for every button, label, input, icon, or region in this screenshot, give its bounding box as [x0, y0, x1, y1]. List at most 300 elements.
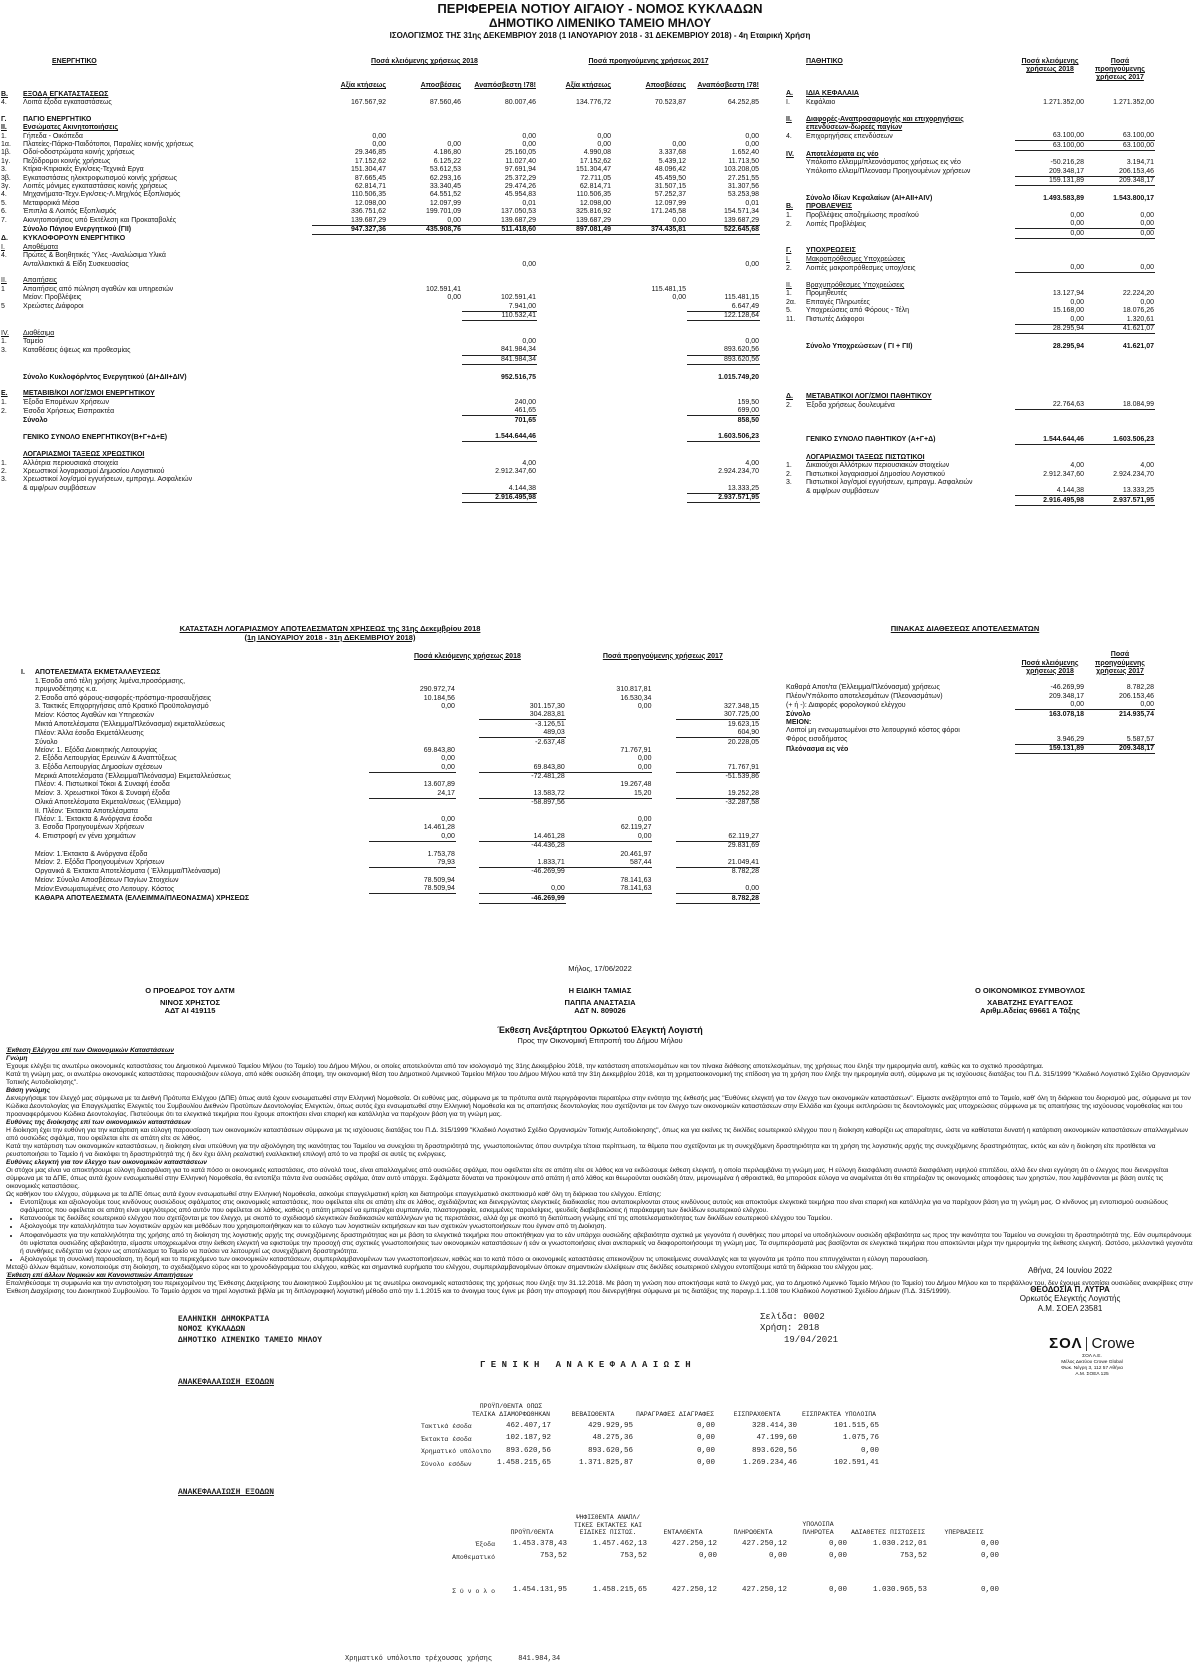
- amount-cell: 1.269.234,46: [742, 1459, 797, 1468]
- label-cell: Δ.: [1, 235, 8, 243]
- amount-cell: [612, 382, 687, 390]
- label-cell: IV.: [786, 151, 794, 159]
- amount-cell: [1015, 255, 1085, 263]
- label-cell: Μακροπρόθεσμες Υποχρεώσεις: [806, 255, 906, 263]
- amount-cell: [369, 807, 456, 815]
- label-cell: Μικτά Αποτελέσματα (Έλλειμμα/Πλεόνασμα) εκμεταλλεύσεως: [34, 720, 225, 728]
- amount-cell: 462.407,17: [505, 1421, 551, 1430]
- amount-cell: 0,00: [745, 132, 759, 140]
- amount-cell: [652, 824, 675, 832]
- amount-cell: [1015, 150, 1085, 159]
- label-cell: ΛΟΓΑΡΙΑΣΜΟΙ ΤΑΞΕΩΣ ΧΡΕΩΣΤΙΚΟΙ: [23, 451, 145, 459]
- label-cell: Έσοδα Χρήσεως Εισπρακτέα: [23, 407, 115, 415]
- label-cell: Γ.: [1, 115, 7, 123]
- amount-cell: 1.371.825,87: [578, 1459, 633, 1468]
- amount-cell: 78.509,94: [423, 876, 455, 884]
- amount-cell: 0,00: [1015, 701, 1085, 710]
- label-cell: [805, 376, 1015, 384]
- label-cell: Μείον: 3. Χρεωστικοί Τόκοι & Συναφή έξοδα: [34, 790, 170, 798]
- label-cell: 3.: [1, 346, 7, 354]
- audit-paragraph: Κατά την κατάρτιση των οικονομικών καταστάσεων, η διοίκηση είναι υπεύθυνη για την αξιολόγηση της ικανότητας του Ταμείου να συνεχίσει τη δραστηριότητά της, γνωστοποιώντας όπου συντρέχει τέτοια περίπτωση, τα θέματα που σχετίζονται με τη συνεχιζόμενη δραστηριότητα και τη χρήση της λογιστικής αρχής της συνεχιζόμενης δραστηριότητας, εκτός και εάν η διοίκηση είτε προτίθεται να ρευστοποιήσει το Ταμείο ή να διακόψει τη δραστηριότητά της ή δεν έχει άλλη ρεαλιστική εναλλακτική επιλογή από το να προβεί σε αυτές τις ενέργειες.: [6, 1143, 1156, 1159]
- income-subtitle: (1η ΙΑΝΟΥΑΡΙΟΥ 2018 - 31η ΔΕΚΕΜΒΡΙΟΥ 2018): [244, 632, 416, 642]
- amount-cell: [612, 116, 687, 124]
- liability-row: [785, 195, 1155, 203]
- amount-cell: [387, 132, 462, 140]
- audit-bullet: • Κατανοούμε τις δικλίδες εσωτερικού ελέγχου που σχετίζονται με τον έλεγχο, με σκοπό το σχεδιασμό ελεγκτικών διαδικασιών κατάλληλων για τις περιστάσεις, αλλά όχι με σκοπό τη διατύπωση γνώμης επί της αποτελεσματικότητας των δικλίδων εσωτερικού ελέγχου του Ταμείου.: [20, 1215, 1194, 1223]
- amount-cell: [537, 416, 612, 425]
- label-cell: II.: [1, 124, 7, 132]
- amount-cell: [652, 772, 675, 781]
- label-cell: I.: [1, 243, 5, 251]
- amount-cell: [687, 116, 760, 124]
- amount-cell: [537, 390, 612, 398]
- label-cell: Σ ύ ν ο λ ο: [452, 1587, 495, 1595]
- label-cell: [20, 677, 34, 685]
- amount-cell: [612, 243, 687, 251]
- amount-cell: 0,00: [980, 1552, 999, 1561]
- amount-cell: [479, 876, 566, 884]
- amount-cell: 0,00: [1140, 211, 1154, 219]
- amount-cell: [566, 677, 653, 685]
- amount-cell: 0,01: [522, 199, 536, 207]
- amount-cell: [652, 729, 675, 738]
- amount-cell: [1085, 393, 1155, 401]
- amount-cell: 139.687,29: [537, 216, 612, 225]
- label-cell: 3. Εξόδα Λειτουργίας Δημοσίων σχέσεων: [34, 764, 163, 772]
- amount-cell: 115.481,15: [651, 285, 686, 293]
- label-cell: [785, 186, 805, 195]
- amount-cell: [537, 311, 612, 320]
- amount-cell: [652, 868, 675, 877]
- amount-cell: 0,00: [745, 260, 759, 268]
- label-cell: Σύνολο: [786, 710, 811, 718]
- label-cell: I.: [21, 669, 25, 677]
- amount-cell: [612, 484, 687, 493]
- asset-row: [0, 346, 760, 355]
- label-cell: [20, 832, 34, 841]
- firm-line: Α.Μ. ΣΟΕΛ 125: [1075, 1371, 1109, 1377]
- amount-cell: 45.459,50: [654, 174, 686, 182]
- amount-cell: [676, 807, 760, 815]
- label-cell: Μείον: 1. Εξόδα Διοικητικής Λειτουργίας: [34, 746, 158, 754]
- amount-cell: [537, 90, 612, 98]
- amount-cell: 893.620,56: [751, 1446, 797, 1455]
- amount-cell: [1085, 445, 1155, 454]
- label-cell: [785, 359, 805, 367]
- label-cell: Υπόλοιπο ελλειμμ/πλεονάσματος χρήσεως εις νέο: [806, 159, 961, 167]
- income-row: [20, 868, 760, 877]
- amount-cell: 1.458.215,65: [496, 1459, 551, 1468]
- amount-cell: 13.583,72: [479, 790, 566, 799]
- label-cell: 3. Εσοδα Προηγουμένων Χρήσεων: [34, 824, 144, 832]
- amount-cell: [312, 311, 387, 320]
- amount-cell: [456, 694, 479, 702]
- amount-cell: [537, 302, 612, 311]
- label-cell: Χρεωστικοί λογ/σμοί εγγυήσεων, εμπραγμ. Ασφαλειών: [23, 476, 193, 484]
- treasurer-role: Η ΕΙΔΙΚΗ ΤΑΜΙΑΣ: [568, 986, 632, 995]
- amount-cell: 587,44: [566, 859, 653, 868]
- amount-cell: -46.269,99: [1050, 684, 1084, 692]
- amount-cell: [1015, 453, 1085, 461]
- label-cell: ΜΕΤΑΒΙΒ/ΚΟΙ ΛΟΓ/ΣΜΟΙ ΕΝΕΡΓΗΤΙΚΟΥ: [23, 390, 155, 398]
- distribution-row: [785, 701, 1155, 710]
- amount-cell: [612, 373, 687, 381]
- asset-row: [0, 373, 760, 381]
- amount-cell: [612, 407, 687, 416]
- label-cell: [22, 107, 312, 115]
- dist-2018-header: Ποσά κλειόμενης χρήσεως 2018: [1021, 659, 1079, 675]
- liability-row: [785, 186, 1155, 195]
- amount-cell: 8.782,28: [731, 868, 759, 876]
- amount-cell: [652, 798, 675, 807]
- cash-balance-label: Χρηματικό υπόλοιπο τρέχουσας χρήσης: [345, 1655, 493, 1663]
- liability-row: [785, 436, 1155, 445]
- label-cell: Ε.: [1, 390, 8, 398]
- label-cell: [20, 859, 34, 868]
- amount-cell: 897.081,49: [537, 225, 612, 234]
- amount-cell: [612, 260, 687, 268]
- label-cell: [20, 755, 34, 763]
- liability-row: [785, 462, 1155, 470]
- amount-cell: 522.645,68: [687, 225, 760, 234]
- amount-cell: 29.474,26: [504, 183, 536, 191]
- income-2017-header: Ποσά προηγούμενης χρήσεως 2017: [602, 652, 723, 660]
- logo-crowe-text: Crowe: [1091, 1335, 1135, 1352]
- label-cell: [20, 694, 34, 702]
- amount-cell: [537, 320, 612, 329]
- amount-cell: [1015, 273, 1085, 282]
- firm-line: ΣΟΛ Α.Ε.: [1082, 1354, 1102, 1360]
- issuer-line: ΝΟΜΟΣ ΚΥΚΛΑΔΩΝ: [178, 1325, 246, 1335]
- amount-cell: 2.912.347,60: [495, 467, 536, 475]
- amount-cell: [612, 425, 687, 433]
- liability-row: [785, 98, 1155, 106]
- amount-cell: [612, 476, 687, 484]
- distribution-row: [785, 684, 1155, 692]
- amount-cell: [456, 720, 479, 729]
- amount-cell: 14.461,28: [423, 824, 455, 832]
- amount-cell: [687, 364, 760, 373]
- amount-cell: [537, 382, 612, 390]
- amount-cell: [566, 807, 653, 815]
- amount-cell: [1085, 255, 1155, 263]
- amount-cell: [612, 269, 687, 277]
- amount-cell: [1085, 203, 1155, 211]
- amount-cell: 0,00: [387, 216, 462, 225]
- amount-cell: [1015, 384, 1085, 392]
- label-cell: 3β.: [1, 174, 11, 182]
- amount-cell: [612, 355, 687, 364]
- amount-cell: [312, 338, 387, 346]
- amount-cell: [1085, 107, 1155, 115]
- label-cell: Μείον: Κόστος Αγαθών και Υπηρεσιών: [34, 711, 155, 719]
- amount-cell: [612, 320, 687, 329]
- amount-cell: 0,00: [637, 702, 652, 710]
- amount-cell: 48.096,42: [654, 166, 686, 174]
- amount-cell: 0,00: [672, 141, 686, 149]
- amount-cell: 1.493.583,89: [1043, 195, 1084, 203]
- amount-cell: [456, 859, 479, 868]
- audit-bullet: • Αποφαινόμαστε για την καταλληλότητα της χρήσης από τη διοίκηση της λογιστικής αρχής της συνεχιζόμενης δραστηριότητας και με βάση τα ελεγκτικά τεκμήρια που αποκτήθηκαν για το εάν υπάρχει ουσιώδης αβεβαιότητα σχετικά με γεγονότα ή συνθήκες που μπορεί να υποδηλώνουν ουσιώδη αβεβαιότητα ως προς την ικανότητα του Ταμείου να συνεχίσει τη δραστηριότητά της. Εάν συμπεράνουμε ότι υφίσταται ουσιώδης αβεβαιότητα, είμαστε υποχρεωμένοι στην έκθεση ελεγκτή να εφιστούμε την προσοχή στις σχετικές γνωστοποιήσεις των οικονομικών καταστάσεων ή εάν οι γνωστοποιήσεις είναι ανεπαρκείς να διαφοροποιήσουμε τη γνώμη μας. Τα συμπεράσματά μας βασίζονται σε ελεγκτικά τεκμήρια που αποκτώνται μέχρι την ημερομηνία της έκθεσης ελεγκτή. Ωστόσο, μελλοντικά γεγονότα ή συνθήκες ενδέχεται να έχουν ως αποτέλεσμα το Ταμείο να παύσει να λειτουργεί ως συνεχιζόμενη δραστηριότητα.: [20, 1232, 1194, 1256]
- amount-cell: 12.097,99: [654, 199, 686, 207]
- amount-cell: 0,00: [522, 132, 536, 140]
- label-cell: 3.: [1, 166, 7, 174]
- amount-cell: 70.523,87: [654, 99, 686, 107]
- label-cell: Μεταφορικά Μέσα: [23, 199, 80, 207]
- amount-cell: [1085, 384, 1155, 392]
- amount-cell: 48.275,36: [592, 1434, 633, 1443]
- liability-row: [785, 220, 1155, 229]
- amount-cell: 0,00: [1070, 211, 1084, 219]
- amount-cell: [462, 442, 537, 451]
- amount-cell: [369, 738, 456, 747]
- amount-cell: [312, 243, 387, 251]
- rev-col-header: ΠΑΡΑΓΡΑΦΕΣ ΔΙΑΓΡΑΦΕΣ: [635, 1410, 714, 1418]
- amount-cell: 27.251,55: [727, 174, 759, 182]
- amount-cell: [537, 355, 612, 364]
- amount-cell: 1.544.644,46: [1015, 436, 1085, 445]
- label-cell: επενδύσεων-δωρεές παγίων: [806, 123, 903, 131]
- label-cell: [805, 384, 1015, 392]
- asset-row: [0, 277, 760, 285]
- label-cell: 3. Τακτικές Επιχορηγήσεις από Κρατικό Προϋπολογισμό: [34, 702, 209, 710]
- label-cell: [0, 484, 22, 493]
- amount-cell: [312, 364, 387, 373]
- amount-cell: 1.603.506,23: [687, 433, 760, 442]
- income-row: [20, 669, 760, 677]
- liability-row: [785, 282, 1155, 290]
- label-cell: Χρεώστες Διάφοροι: [23, 303, 84, 310]
- asset-row: [0, 235, 760, 244]
- amount-cell: [676, 694, 760, 702]
- label-cell: II.: [1, 277, 7, 285]
- amount-cell: 336.751,62: [350, 208, 386, 216]
- amount-cell: [566, 798, 653, 807]
- audit-heading-management: Ευθύνες της διοίκησης επί των οικονομικών καταστάσεων: [6, 1119, 191, 1127]
- amount-cell: [387, 302, 462, 311]
- income-row: [20, 790, 760, 799]
- amount-cell: 103.208,05: [723, 166, 759, 174]
- amount-cell: [312, 355, 387, 364]
- asset-row: [0, 166, 760, 174]
- amount-cell: [387, 252, 462, 260]
- amount-cell: [687, 329, 760, 337]
- liability-row: [785, 351, 1155, 359]
- amount-cell: 18.084,99: [1085, 401, 1155, 410]
- amount-cell: [312, 346, 387, 355]
- amount-cell: 102.591,41: [500, 294, 536, 302]
- liability-row: [785, 315, 1155, 324]
- amount-cell: 16.530,34: [620, 694, 652, 702]
- liability-row: [785, 393, 1155, 401]
- amount-cell: [612, 451, 687, 459]
- amount-cell: [612, 433, 687, 442]
- liability-row: [785, 176, 1155, 185]
- amount-cell: [537, 442, 612, 451]
- income-row: [20, 694, 760, 702]
- liability-row: [785, 90, 1155, 98]
- amount-cell: [652, 876, 675, 884]
- label-cell: [785, 168, 805, 177]
- liability-row: [785, 307, 1155, 315]
- label-cell: 4.: [1, 99, 7, 107]
- amount-cell: [687, 442, 760, 451]
- amount-cell: [537, 425, 612, 433]
- print-date: 19/04/2021: [784, 1334, 839, 1345]
- amount-cell: 115.481,15: [724, 294, 759, 302]
- label-cell: [805, 410, 1015, 419]
- liability-row: [785, 376, 1155, 384]
- amount-cell: [612, 277, 687, 285]
- liability-row: [785, 203, 1155, 211]
- asset-row: [0, 364, 760, 373]
- advisor-role: Ο ΟΙΚΟΝΟΜΙΚΟΣ ΣΥΜΒΟΥΛΟΣ: [974, 986, 1086, 995]
- label-cell: [20, 876, 34, 884]
- amount-cell: 1.075,76: [842, 1434, 879, 1443]
- asset-row: [0, 493, 760, 502]
- label-cell: ΛΟΓΑΡΙΑΣΜΟΙ ΤΑΞΕΩΣ ΠΙΣΤΩΤΙΚΟΙ: [806, 453, 925, 461]
- label-cell: Διαφορές-Αναπροσαρμογής και επιχορηγήσεις: [806, 115, 964, 123]
- amount-cell: 0,00: [1015, 264, 1085, 273]
- amount-cell: 0,00: [479, 885, 566, 894]
- amount-cell: 0,00: [1140, 298, 1154, 306]
- amount-cell: [312, 382, 387, 390]
- label-cell: Έκτακτα έσοδα: [421, 1435, 472, 1443]
- amount-cell: [456, 677, 479, 685]
- amount-cell: [612, 338, 687, 346]
- amount-cell: [462, 90, 537, 98]
- amount-cell: [387, 320, 462, 329]
- amount-cell: [387, 484, 462, 493]
- amount-cell: [612, 252, 687, 260]
- label-cell: Φόρος εισοδήματος: [786, 736, 848, 744]
- amount-cell: [1015, 479, 1085, 487]
- asset-row: [0, 320, 760, 329]
- label-cell: [20, 885, 34, 894]
- amount-cell: 45.954,83: [504, 191, 536, 199]
- amount-cell: [612, 90, 687, 98]
- label-cell: Έξοδα χρήσεως δουλευμένα: [806, 401, 895, 409]
- label-cell: ΜΕΙΟΝ:: [786, 718, 812, 726]
- income-row: [20, 738, 760, 747]
- amount-cell: 4.186,80: [433, 149, 461, 157]
- liability-row: [785, 290, 1155, 298]
- amount-cell: [1085, 351, 1155, 359]
- amount-cell: [652, 832, 675, 841]
- label-cell: [785, 273, 805, 282]
- label-cell: [805, 359, 1015, 367]
- label-cell: Αποθεματικό: [452, 1553, 495, 1561]
- label-cell: Δικαιούχοι Αλλότριων περιουσιακών στοιχείων: [806, 462, 950, 470]
- label-cell: Σύνολο: [34, 738, 58, 746]
- amount-cell: 209.348,17: [1048, 692, 1084, 700]
- amount-cell: 139.687,29: [687, 216, 760, 225]
- amount-cell: [687, 269, 760, 277]
- issuer-line: ΕΛΛΗΝΙΚΗ ΔΗΜΟΚΡΑΤΙΑ: [178, 1315, 270, 1324]
- label-cell: [20, 738, 34, 747]
- liabilities-header-table: [785, 58, 1155, 90]
- label-cell: Εγκαταστάσεις ηλεκτροφωτισμού κοινής χρήσεως: [23, 174, 177, 182]
- amount-cell: [462, 124, 537, 132]
- amount-cell: 841.984,34: [462, 355, 537, 364]
- amount-cell: 1.753,78: [427, 850, 455, 858]
- amount-cell: [652, 763, 675, 772]
- label-cell: 1.: [1, 459, 7, 467]
- income-statement-section: [20, 625, 760, 904]
- amount-cell: [387, 364, 462, 373]
- label-cell: I.: [786, 98, 790, 106]
- label-cell: 4.: [1, 252, 7, 260]
- amount-cell: [537, 373, 612, 381]
- amount-cell: [1015, 727, 1085, 735]
- amount-cell: 14.461,28: [479, 832, 566, 841]
- amount-cell: [1085, 238, 1155, 247]
- amount-cell: [612, 390, 687, 398]
- amount-cell: 0,00: [1085, 264, 1155, 273]
- label-cell: [0, 493, 22, 502]
- amount-cell: 0,00: [369, 763, 456, 772]
- amount-cell: 13.607,89: [423, 781, 455, 789]
- organization-title: ΔΗΜΟΤΙΚΟ ΛΙΜΕΝΙΚΟ ΤΑΜΕΙΟ ΜΗΛΟΥ: [488, 15, 712, 30]
- liability-row: [785, 115, 1155, 123]
- amount-cell: [1085, 368, 1155, 376]
- amount-cell: [312, 107, 387, 115]
- amount-cell: 0,00: [768, 1552, 787, 1561]
- amount-cell: [479, 694, 566, 702]
- expense-table: [440, 1496, 1000, 1595]
- label-cell: Πιστωτικοί λογαριασμοί Δημοσίου Λογιστικού: [806, 470, 945, 478]
- amount-cell: [537, 476, 612, 484]
- asset-row: [0, 90, 760, 98]
- expense-row: [440, 1536, 1000, 1549]
- label-cell: Σύνολο Υποχρεώσεων ( ΓΙ + ΓΙΙ): [806, 342, 913, 350]
- amount-cell: 122.128,64: [687, 311, 760, 320]
- amount-cell: 0,00: [441, 702, 455, 710]
- amount-cell: [462, 320, 537, 329]
- asset-row: [0, 225, 760, 234]
- amount-cell: 17.152,62: [354, 157, 386, 165]
- asset-row: [0, 174, 760, 182]
- amount-cell: [612, 107, 687, 115]
- amount-cell: [652, 738, 675, 747]
- label-cell: Απαιτήσεις: [23, 277, 58, 285]
- liability-row: [785, 168, 1155, 177]
- asset-row: [0, 390, 760, 398]
- amount-cell: 1.454.131,95: [512, 1586, 567, 1595]
- amount-cell: [456, 729, 479, 738]
- amount-cell: 0,00: [566, 832, 653, 841]
- amount-cell: [566, 720, 653, 729]
- amount-cell: 0,00: [637, 816, 652, 824]
- amount-cell: [456, 703, 479, 711]
- amount-cell: 154.571,34: [723, 208, 759, 216]
- amount-cell: [479, 850, 566, 858]
- amount-cell: [312, 407, 387, 416]
- amount-cell: 435.908,76: [387, 225, 462, 234]
- amount-cell: [387, 235, 462, 244]
- summary-title: Γ Ε Ν Ι Κ Η Α Ν Α Κ Ε Φ Α Λ Α Ι Ω Σ Η: [480, 1360, 691, 1370]
- region-title: ΠΕΡΙΦΕΡΕΙΑ ΝΟΤΙΟΥ ΑΙΓΑΙΟΥ - ΝΟΜΟΣ ΚΥΚΛΑΔΩΝ: [437, 1, 763, 16]
- label-cell: ΜΕΤΑΒΑΤΙΚΟΙ ΛΟΓ/ΣΜΟΙ ΠΑΘΗΤΙΚΟΥ: [806, 393, 932, 401]
- label-cell: & αμφ/ρων συμβάσεων: [806, 487, 879, 495]
- amount-cell: 699,00: [687, 407, 760, 416]
- label-cell: 7.: [1, 217, 7, 225]
- amount-cell: 893.620,56: [687, 355, 760, 364]
- amount-cell: [387, 425, 462, 433]
- amount-cell: 87.560,46: [429, 99, 461, 107]
- net-value-header: Αναπόσβεστη !78!: [474, 82, 536, 90]
- amount-cell: 2.916.495,98: [462, 493, 537, 502]
